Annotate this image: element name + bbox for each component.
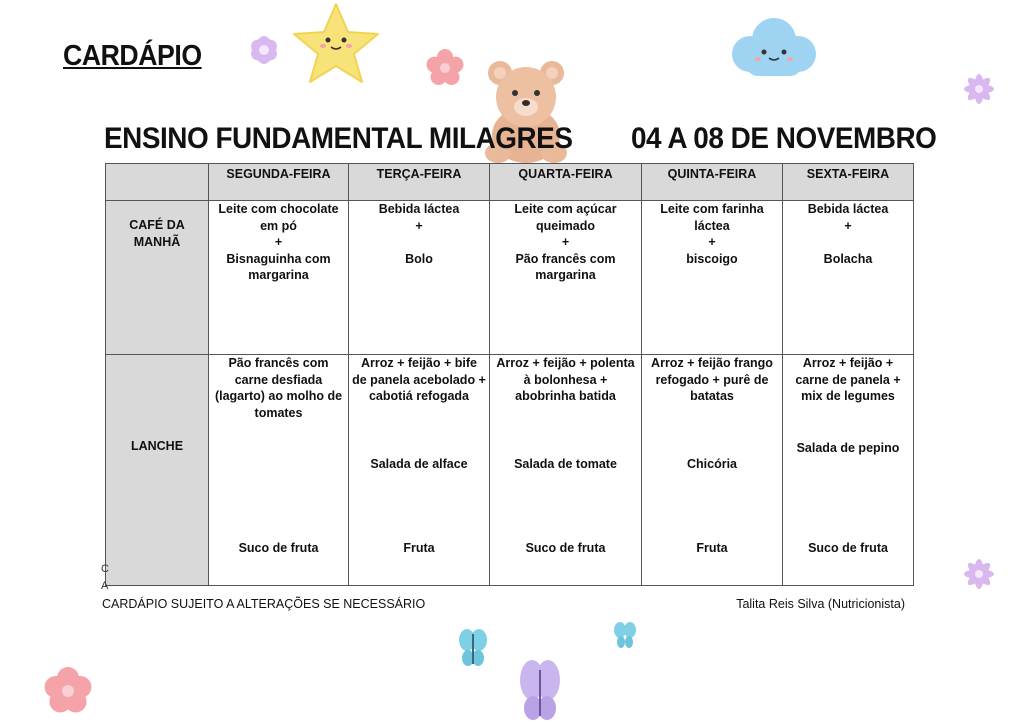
menu-cell [642, 355, 783, 586]
day-header: SEGUNDA-FEIRA [209, 164, 349, 201]
day-header: SEXTA-FEIRA [783, 164, 914, 201]
row-label: LANCHE [130, 439, 184, 453]
menu-heading [104, 122, 937, 156]
lilac-flower-icon [960, 70, 998, 108]
menu-item: Suco de fruta [238, 540, 319, 555]
menu-item: Bolacha [823, 251, 873, 266]
menu-item: Chicória [686, 456, 737, 471]
menu-item: + [561, 235, 570, 249]
butterfly-icon [458, 626, 488, 670]
menu-item: Leite com farinha láctea [660, 202, 764, 233]
butterfly-icon [614, 620, 636, 650]
stray-letter: A [101, 580, 109, 592]
butterfly-icon [518, 656, 562, 724]
pink-flower-icon [422, 45, 468, 91]
menu-item: Suco de fruta [525, 540, 606, 555]
menu-item [352, 234, 486, 251]
menu-item: Pão francês com margarina [515, 251, 616, 282]
menu-item: Salada de pepino [796, 440, 900, 455]
menu-cell [783, 355, 914, 586]
school-name: ENSINO FUNDAMENTAL MILAGRES [104, 122, 573, 155]
menu-cell [209, 201, 349, 355]
menu-item: + [844, 218, 852, 233]
menu-item: Suco de fruta [808, 540, 888, 555]
menu-item: Leite com açúcar queimado [514, 202, 617, 233]
menu-cell [349, 355, 490, 586]
pink-flower-icon [38, 664, 98, 718]
day-header: QUINTA-FEIRA [642, 164, 783, 201]
menu-item: Bolo [405, 251, 433, 266]
day-header: QUARTA-FEIRA [490, 164, 642, 201]
menu-item: Arroz + feijão + polenta à bolonhesa + abobrinha batida [496, 356, 635, 403]
menu-item: Leite com chocolate em pó [218, 202, 339, 233]
lilac-flower-icon [233, 28, 295, 72]
menu-item: Fruta [696, 540, 728, 555]
footer-signature: Talita Reis Silva (Nutricionista) [736, 597, 905, 611]
row-label-cafe [106, 201, 209, 355]
menu-cell [642, 201, 783, 355]
footer-note: CARDÁPIO SUJEITO A ALTERAÇÕES SE NECESSÁRIO [102, 597, 426, 611]
menu-item: biscoigo [686, 251, 738, 266]
row-label: CAFÉ DA MANHÃ [129, 218, 185, 249]
menu-cell [209, 355, 349, 586]
table-header-row [106, 164, 914, 201]
menu-item: Pão francês com carne desfiada (lagarto) ao molho de tomates [214, 356, 343, 420]
menu-item: + [274, 235, 283, 249]
page-title: CARDÁPIO [63, 40, 202, 72]
cloud-icon [724, 12, 822, 84]
row-label-lanche [106, 355, 209, 586]
menu-item: Salada de tomate [514, 456, 617, 471]
table-row [106, 355, 914, 586]
stray-letter: C [101, 563, 109, 575]
table-corner [106, 164, 209, 201]
lilac-flower-icon [960, 555, 998, 593]
menu-item: Bisnaguinha com margarina [226, 251, 331, 282]
menu-item: Arroz + feijão frango refogado + purê de batatas [651, 356, 773, 403]
menu-item: Fruta [403, 540, 435, 555]
menu-item: + [415, 218, 423, 233]
table-row [106, 201, 914, 355]
date-range: 04 A 08 DE NOVEMBRO [630, 122, 937, 155]
menu-item: Bebida láctea [378, 202, 460, 216]
day-header: TERÇA-FEIRA [349, 164, 490, 201]
star-icon [290, 0, 382, 84]
menu-item: Arroz + feijão + carne de panela + mix de legumes [795, 356, 901, 403]
menu-cell [783, 201, 914, 355]
menu-cell [349, 201, 490, 355]
menu-item [786, 234, 910, 251]
menu-cell [490, 355, 642, 586]
menu-cell [490, 201, 642, 355]
menu-item: Bebida láctea [807, 202, 889, 216]
menu-item: + [708, 235, 716, 249]
menu-item: Salada de alface [370, 456, 468, 471]
menu-item: Arroz + feijão + bife de panela acebolado + cabotiá refogada [352, 356, 486, 403]
menu-table [105, 163, 914, 586]
